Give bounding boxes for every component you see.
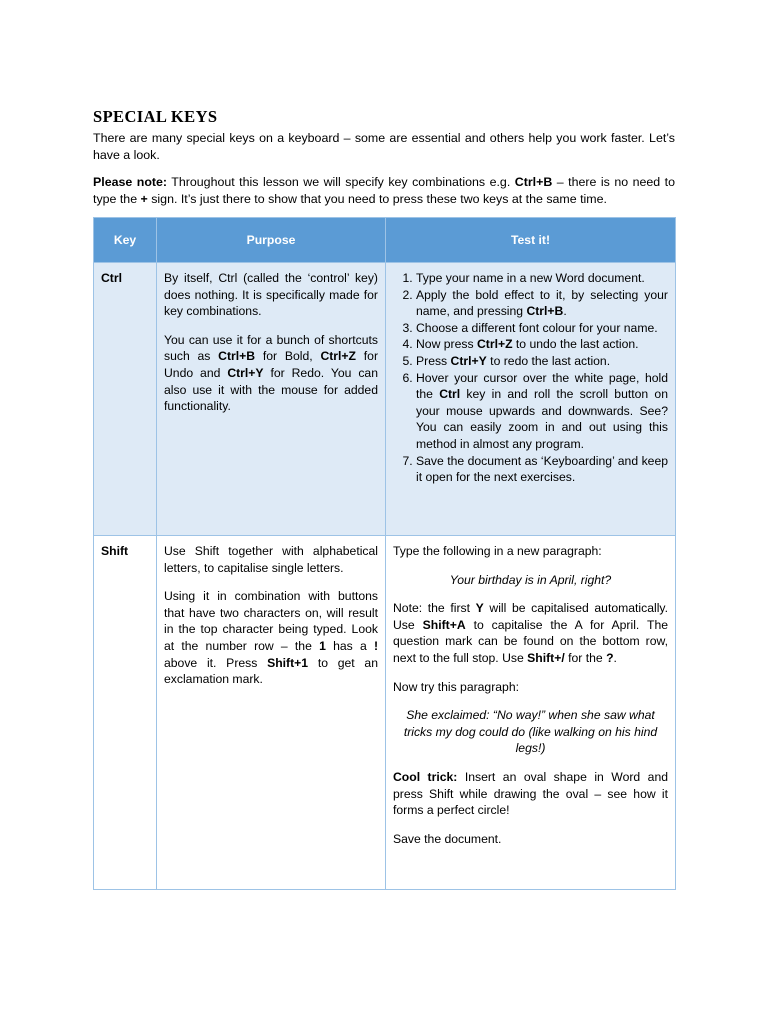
table-row-ctrl <box>94 263 676 536</box>
text-run: key in and roll the scroll button on your mouse upwards and downwards. See? You can easily zoom in and out using this method in almost any program. <box>416 387 668 451</box>
text-run: to capitalise the A for April. The question mark can be found on the bottom row, next to the full stop. Use <box>393 617 669 665</box>
header-key: Key <box>94 218 157 263</box>
test-cell-ctrl <box>386 263 676 536</box>
text-run: Now press <box>416 337 477 352</box>
text-run: Type your name in a new Word document. <box>416 271 645 285</box>
text-run: to undo the last action. <box>512 337 639 352</box>
shift-test-p4 <box>393 769 668 819</box>
table-row-shift <box>94 536 676 890</box>
text-run: above it. Press <box>164 655 268 670</box>
key-combo: Shift+/ <box>527 650 565 665</box>
text-run: Hover your cursor over the white page, hold the <box>416 370 668 402</box>
ctrl-purpose-p2 <box>164 332 378 415</box>
text-run: Save the document as ‘Keyboarding’ and keep it open for the next exercises. <box>416 453 668 485</box>
text-run: Note: the first <box>393 601 476 616</box>
key-combo: 1 <box>319 638 326 653</box>
text-run: has a <box>325 638 374 653</box>
page-title: SPECIAL KEYS <box>93 107 218 126</box>
shift-example-1: Your birthday is in April, right? <box>449 572 612 587</box>
list-item <box>416 287 668 320</box>
key-combo: Ctrl <box>439 387 461 402</box>
shift-test-p2 <box>393 600 668 666</box>
list-item <box>416 270 668 287</box>
text-run: will be capitalised automatically. Use <box>393 601 668 632</box>
note-text-a: Throughout this lesson we will specify key combinations e.g. <box>167 175 515 189</box>
key-combo: Y <box>475 601 484 616</box>
key-combo: Ctrl+B <box>526 304 564 319</box>
key-combo: Ctrl+B <box>218 349 256 364</box>
list-item <box>416 453 668 486</box>
key-combo: Shift+1 <box>267 655 309 670</box>
cool-trick-label: Cool trick: <box>393 769 458 784</box>
text-run: to redo the last action. <box>486 353 611 368</box>
table-header-row <box>94 218 676 263</box>
text-run: Apply the bold effect to it, by selecting your name, and pressing <box>416 287 668 319</box>
note-text-c: sign. It’s just there to show that you need to press these two keys at the same time. <box>147 192 607 206</box>
key-combo: ? <box>606 650 614 665</box>
key-combo: Ctrl+Z <box>476 337 513 352</box>
key-combo: Ctrl+Y <box>227 365 264 380</box>
ctrl-purpose-p1: By itself, Ctrl (called the ‘control’ key) does nothing. It is specifically made for key combinations. <box>164 271 378 319</box>
header-purpose: Purpose <box>157 218 386 263</box>
intro-paragraph: There are many special keys on a keyboard – some are essential and others help you work faster. Let’s have a look. <box>93 131 675 162</box>
key-cell-shift: Shift <box>94 536 157 890</box>
text-run: for Undo and <box>164 349 378 380</box>
text-run: . <box>563 304 567 319</box>
text-run: to get an exclamation mark. <box>164 655 378 687</box>
key-cell-ctrl: Ctrl <box>94 263 157 536</box>
purpose-cell-shift <box>157 536 386 890</box>
key-combo: ! <box>373 638 378 653</box>
ctrl-steps-list <box>393 270 668 486</box>
purpose-cell-ctrl <box>157 263 386 536</box>
header-test-it: Test it! <box>386 218 676 263</box>
list-item <box>416 353 668 370</box>
note-label: Please note: <box>93 175 168 189</box>
special-keys-table <box>93 217 676 890</box>
text-run: for the <box>564 650 607 665</box>
text-run: You can use it for a bunch of shortcuts such as <box>164 332 378 364</box>
text-run: Choose a different font colour for your name. <box>416 320 658 335</box>
text-run: for Bold, <box>255 349 321 364</box>
shift-test-p5: Save the document. <box>393 831 502 846</box>
shift-test-p1: Type the following in a new paragraph: <box>393 544 602 558</box>
shift-purpose-p1: Use Shift together with alphabetical letters, to capitalise single letters. <box>164 544 378 575</box>
shift-example-2: She exclaimed: “No way!” when she saw what tricks my dog could do (like walking on his hind legs!) <box>403 708 658 756</box>
key-combo: Shift+A <box>422 617 466 632</box>
text-run: Press <box>416 353 451 368</box>
note-text-b: – there is no need to type the <box>93 175 675 206</box>
key-combo: Ctrl+Z <box>320 349 356 364</box>
shift-test-p3: Now try this paragraph: <box>393 679 519 694</box>
list-item <box>416 320 668 337</box>
list-item <box>416 336 668 353</box>
note-combo: Ctrl+B <box>514 175 553 189</box>
list-item <box>416 370 668 453</box>
text-run: Using it in combination with buttons that have two characters on, will result in the top character being typed. Look at the number row – the <box>164 589 378 653</box>
text-run: Insert an oval shape in Word and press Shift while drawing the oval – see how it forms a perfect circle! <box>393 769 668 818</box>
shift-purpose-p2 <box>164 588 378 688</box>
text-run: for Redo. You can also use it with the mouse for added functionality. <box>164 365 378 414</box>
key-combo: Ctrl+Y <box>450 353 487 368</box>
note-paragraph <box>93 174 675 208</box>
text-run: . <box>613 650 617 665</box>
note-plus: + <box>140 192 148 206</box>
test-cell-shift <box>386 536 676 890</box>
